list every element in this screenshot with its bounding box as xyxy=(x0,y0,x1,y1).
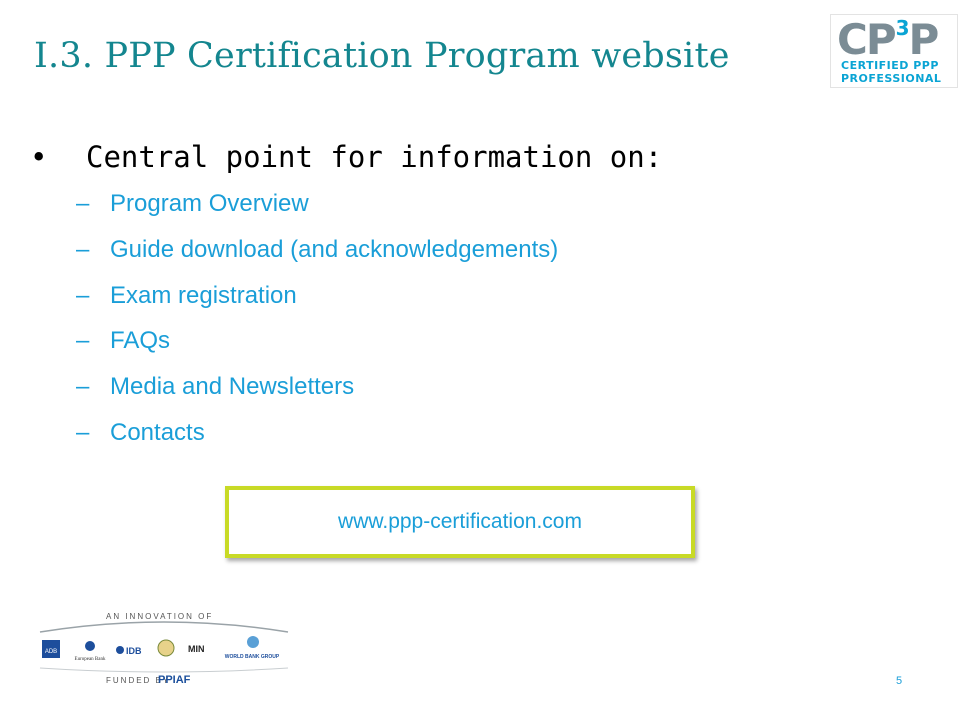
list-item xyxy=(76,282,558,328)
item-label: FAQs xyxy=(110,327,171,355)
logo-mark: $CP^3P$ xyxy=(837,15,938,64)
item-label: Contacts xyxy=(110,418,205,446)
website-url-link[interactable]: www.ppp-certification.com xyxy=(338,510,582,533)
idb-logo-mark xyxy=(116,646,124,654)
svg-text:European Bank: European Bank xyxy=(74,657,106,662)
world-bank-globe xyxy=(247,636,259,648)
svg-text:ADB: ADB xyxy=(44,649,58,655)
partner-seal-logo xyxy=(158,640,174,656)
svg-text:MIN: MIN xyxy=(188,644,205,654)
list-item xyxy=(76,236,558,282)
logo-tagline-2: PROFESSIONAL xyxy=(841,72,942,85)
list-item xyxy=(76,419,558,465)
item-label: Guide download (and acknowledgements) xyxy=(110,235,559,263)
dash: – xyxy=(76,373,90,401)
funded-by-label: FUNDED BY xyxy=(106,676,171,685)
ebrd-logo xyxy=(85,641,95,651)
page-number: 5 xyxy=(896,675,903,687)
list-item xyxy=(76,190,558,236)
item-label: Exam registration xyxy=(110,281,297,309)
list-item xyxy=(76,327,558,373)
item-label: Program Overview xyxy=(110,190,309,217)
svg-text:WORLD BANK GROUP: WORLD BANK GROUP xyxy=(224,654,280,660)
dash: – xyxy=(76,190,90,217)
logo-tagline-1: CERTIFIED PPP xyxy=(841,59,939,72)
intro-text: Central point for information on: xyxy=(86,140,663,174)
svg-text:IDB: IDB xyxy=(126,646,142,656)
slide-title: I.3. PPP Certification Program website xyxy=(34,36,730,76)
list-item xyxy=(76,373,558,419)
partner-logos xyxy=(38,602,290,698)
dash: – xyxy=(76,235,90,263)
innovation-label: AN INNOVATION OF xyxy=(106,612,214,621)
partner-logo-strip xyxy=(38,618,290,674)
dash: – xyxy=(76,418,90,446)
cp3p-logo xyxy=(830,14,958,88)
dash: – xyxy=(76,281,90,309)
ppiaf-logo: PPIAF xyxy=(158,674,191,686)
bullet-dot: • xyxy=(30,140,48,174)
item-label: Media and Newsletters xyxy=(110,373,355,401)
topic-list xyxy=(76,190,558,465)
dash: – xyxy=(76,327,90,355)
intro-bullet xyxy=(30,140,662,174)
website-url-box[interactable] xyxy=(225,486,695,558)
